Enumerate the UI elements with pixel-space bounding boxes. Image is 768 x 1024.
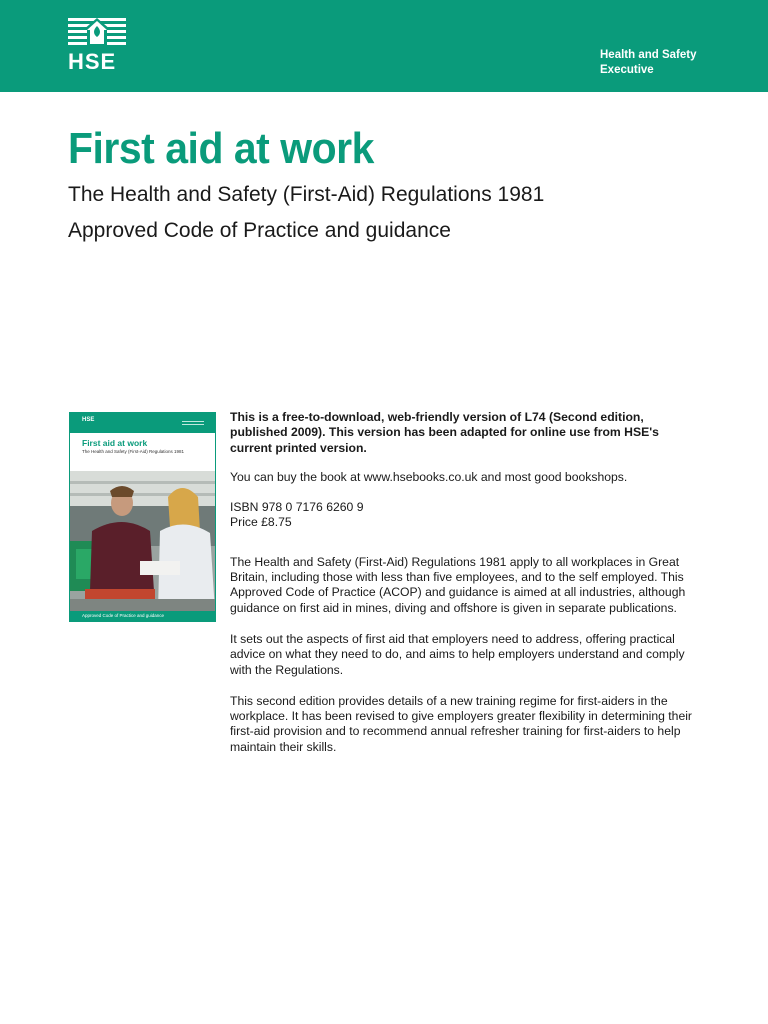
org-name-line2: Executive (600, 64, 654, 76)
cover-logo: HSE (82, 417, 95, 423)
buy-info: You can buy the book at www.hsebooks.co.uk and most good bookshops. (230, 469, 628, 484)
hse-logo-text: HSE (68, 49, 117, 74)
organization-name (600, 48, 750, 78)
document-title: First aid at work (68, 124, 374, 173)
body-paragraph-aspects: It sets out the aspects of first aid that employers need to address, offering practical advice on what they need to do, and aims to help employers understand and comply with the Regulations. (230, 631, 685, 677)
header-banner (0, 0, 768, 92)
cover-footer-band (70, 611, 215, 621)
cover-title: First aid at work (82, 438, 148, 448)
description-content (230, 410, 700, 755)
isbn-text: ISBN 978 0 7176 6260 9 (230, 500, 364, 515)
intro-paragraph: This is a free-to-download, web-friendly version of L74 (Second edition, published 2009). This version has been adapted for online use from HSE's current printed version. (230, 410, 659, 455)
org-name-line1: Health and Safety (600, 49, 697, 61)
body-paragraph-edition: This second edition provides details of a new training regime for first-aiders in the workplace. It has been revised to give employers greater flexibility in determining their first-aid provision and to recommend annual refresher training for first-aiders to help maintain their skills. (230, 693, 692, 754)
cover-photo-image (70, 471, 215, 611)
cover-corner-lines (182, 421, 204, 427)
cover-subtitle: The Health and Safety (First-Aid) Regulations 1981 (82, 449, 185, 454)
cover-header-band (70, 413, 215, 433)
cover-footer-text: Approved Code of Practice and guidance (82, 613, 165, 618)
price-text: Price £8.75 (230, 515, 292, 530)
document-subtitle-regulations: The Health and Safety (First-Aid) Regulations 1981 (68, 183, 545, 206)
book-cover-thumbnail (69, 412, 216, 622)
body-paragraph-scope: The Health and Safety (First-Aid) Regulations 1981 apply to all workplaces in Great Britain, including those with less than five employees, and to the self employed. This Approved Code of Practice (ACOP) and guidance is aimed at all industries, although guidance on first aid in mines, diving and offshore is given in separate publications. (230, 554, 686, 615)
document-subtitle-acop: Approved Code of Practice and guidance (68, 219, 451, 242)
